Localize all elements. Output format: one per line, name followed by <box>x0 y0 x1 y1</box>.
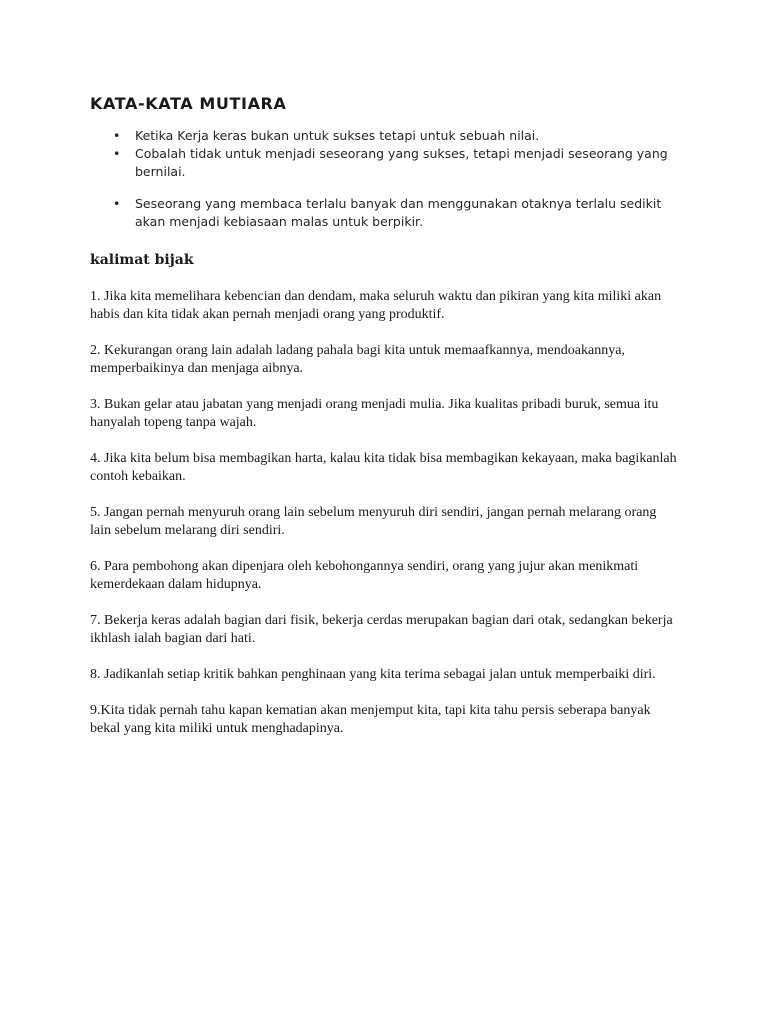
bullet-item <box>90 127 680 145</box>
quote-item: 3. Bukan gelar atau jabatan yang menjadi orang menjadi mulia. Jika kualitas pribadi buruk, semua itu hanyalah topeng tanpa wajah. <box>90 397 659 430</box>
bullet-text: Ketika Kerja keras bukan untuk sukses tetapi untuk sebuah nilai. <box>135 128 540 143</box>
bullet-text: Cobalah tidak untuk menjadi seseorang yang sukses, tetapi menjadi seseorang yang bernilai. <box>135 146 668 179</box>
quote-item: 5. Jangan pernah menyuruh orang lain sebelum menyuruh diri sendiri, jangan pernah melarang orang lain sebelum melarang diri sendiri. <box>90 505 657 538</box>
bullet-text: Seseorang yang membaca terlalu banyak dan menggunakan otaknya terlalu sedikit akan menjadi kebiasaan malas untuk berpikir. <box>135 196 662 229</box>
bullet-dot-icon: • <box>113 196 121 211</box>
quote-item: 1. Jika kita memelihara kebencian dan dendam, maka seluruh waktu dan pikiran yang kita miliki akan habis dan kita tidak akan pernah menjadi orang yang produktif. <box>90 289 662 322</box>
bullet-dot-icon: • <box>113 128 121 143</box>
quote-item: 9.Kita tidak pernah tahu kapan kematian akan menjemput kita, tapi kita tahu persis seberapa banyak bekal yang kita miliki untuk menghadapinya. <box>90 703 651 736</box>
section-subtitle: kalimat bijak <box>90 252 194 268</box>
quote-item: 4. Jika kita belum bisa membagikan harta, kalau kita tidak bisa membagikan kekayaan, maka bagikanlah contoh kebaikan. <box>90 451 677 484</box>
document-page <box>90 92 680 756</box>
quote-list <box>90 288 680 738</box>
quote-item: 8. Jadikanlah setiap kritik bahkan penghinaan yang kita terima sebagai jalan untuk memperbaiki diri. <box>90 667 656 682</box>
bullet-item <box>90 195 680 231</box>
bullet-dot-icon: • <box>113 146 121 161</box>
bullet-item <box>90 145 680 181</box>
quote-item: 2. Kekurangan orang lain adalah ladang pahala bagi kita untuk memaafkannya, mendoakannya, memperbaikinya dan menjaga aibnya. <box>90 343 625 376</box>
quote-item: 6. Para pembohong akan dipenjara oleh kebohongannya sendiri, orang yang jujur akan menikmati kemerdekaan dalam hidupnya. <box>90 559 639 592</box>
document-title: KATA-KATA MUTIARA <box>90 94 287 113</box>
bullet-list <box>90 127 680 231</box>
quote-item: 7. Bekerja keras adalah bagian dari fisik, bekerja cerdas merupakan bagian dari otak, sedangkan bekerja ikhlash ialah bagian dari hati. <box>90 613 673 646</box>
